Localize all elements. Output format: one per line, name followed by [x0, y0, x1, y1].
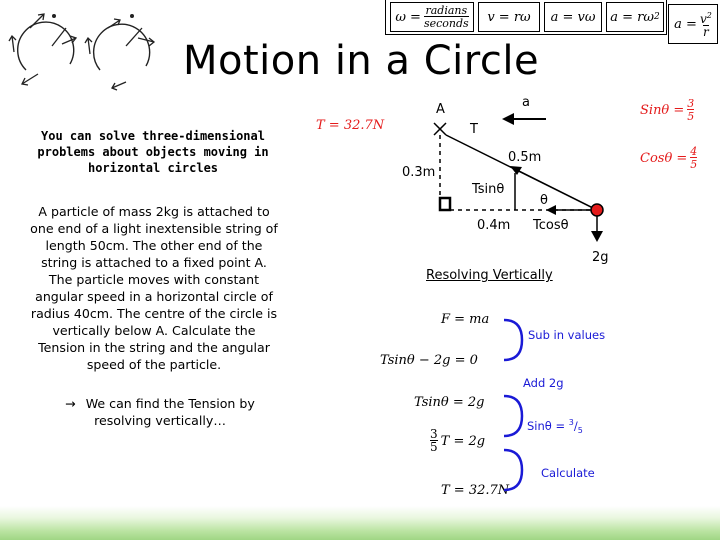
- brace-3: [504, 450, 522, 490]
- formula-bar: [385, 0, 667, 35]
- fixed-point-marker: [434, 123, 446, 135]
- particle: [591, 204, 603, 216]
- cos-denominator: 5: [690, 158, 698, 171]
- sin-numerator: 3: [687, 97, 695, 110]
- centripetal-denominator: r: [703, 25, 709, 39]
- note-add-2g: Add 2g: [523, 376, 564, 390]
- weight-arrowhead: [591, 231, 603, 242]
- a2-exponent: 2: [654, 12, 660, 22]
- theta-label: θ: [540, 193, 548, 208]
- vertical-length: 0.3m: [402, 165, 436, 180]
- omega-numerator: radians: [425, 4, 468, 17]
- hypotenuse-length: 0.5m: [508, 150, 542, 165]
- note-sin-value: [527, 418, 583, 435]
- cos-numerator: 4: [690, 145, 698, 158]
- problem-statement: A particle of mass 2kg is attached to one end of a light inextensible string of length 50cm. The other end of the string is attached to a fixed point A. The particle moves with constant angular speed in a horizontal circle of radius 40cm. The centre of the circle is vertically below A. Calculate the Tension in the string and the angular speed of the particle.: [30, 204, 278, 372]
- brace-2: [504, 396, 522, 436]
- tension-result: T = 32.7N: [316, 118, 385, 133]
- right-angle-marker: [440, 198, 450, 210]
- equation-newton: F = ma: [441, 312, 490, 327]
- eq4-denominator: 5: [430, 440, 438, 454]
- acceleration-label: a: [522, 95, 530, 110]
- note3-prefix: Sinθ =: [527, 418, 569, 433]
- brace-1: [504, 320, 522, 360]
- note-sub-in-values: Sub in values: [528, 328, 606, 342]
- cos-ratio: [640, 146, 697, 170]
- acceleration-formula-r-omega: [606, 2, 664, 32]
- tension-label: T: [470, 122, 478, 137]
- sin-denominator: 5: [687, 110, 695, 123]
- sin-lhs: Sinθ =: [640, 102, 685, 118]
- acceleration-formula-v-omega: a = vω: [544, 2, 602, 32]
- note3-separator: /: [573, 418, 578, 433]
- hint-label: We can find the Tension by resolving vertically…: [85, 396, 255, 428]
- arrow-icon: →: [65, 396, 76, 411]
- linear-speed-formula: v = rω: [478, 2, 540, 32]
- angular-speed-formula: [390, 2, 474, 32]
- eq4-numerator: 3: [430, 427, 438, 441]
- centripetal-exponent: 2: [706, 11, 712, 20]
- circular-motion-illustration: [8, 8, 160, 92]
- centripetal-lhs: a =: [674, 16, 697, 32]
- eq4-rest: T = 2g: [440, 433, 486, 449]
- page-title: Motion in a Circle: [183, 38, 540, 84]
- equation-add-2g: Tsinθ = 2g: [414, 395, 485, 410]
- equation-resolve: Tsinθ − 2g = 0: [380, 353, 478, 368]
- tension-arrowhead: [510, 166, 522, 175]
- tcos-label: Tcosθ: [533, 218, 569, 233]
- tension-arrow: [515, 169, 597, 210]
- equation-result: T = 32.7N: [441, 483, 510, 498]
- acceleration-arrowhead: [502, 113, 514, 125]
- note3-numerator: 3: [568, 418, 574, 427]
- centripetal-acceleration-formula: [668, 4, 718, 44]
- equation-substitute: [430, 429, 485, 453]
- sin-ratio: [640, 98, 694, 122]
- hint-text: [45, 395, 275, 429]
- weight-label: 2g: [592, 250, 609, 265]
- centripetal-numerator: v: [699, 12, 707, 26]
- footer-band: [0, 506, 720, 540]
- working-heading: Resolving Vertically: [426, 268, 553, 283]
- omega-denominator: seconds: [423, 17, 469, 30]
- step-braces: [500, 318, 530, 498]
- intro-text: You can solve three-dimensional problems about objects moving in horizontal circles: [37, 129, 269, 175]
- point-a-label: A: [436, 102, 445, 117]
- cos-lhs: Cosθ =: [640, 150, 688, 166]
- omega-lhs: ω =: [395, 9, 421, 25]
- note3-denominator: 5: [577, 426, 583, 436]
- tsin-label: Tsinθ: [472, 182, 505, 197]
- a2-base: a = rω: [610, 9, 654, 25]
- horizontal-length: 0.4m: [477, 218, 511, 233]
- note-calculate: Calculate: [541, 466, 595, 480]
